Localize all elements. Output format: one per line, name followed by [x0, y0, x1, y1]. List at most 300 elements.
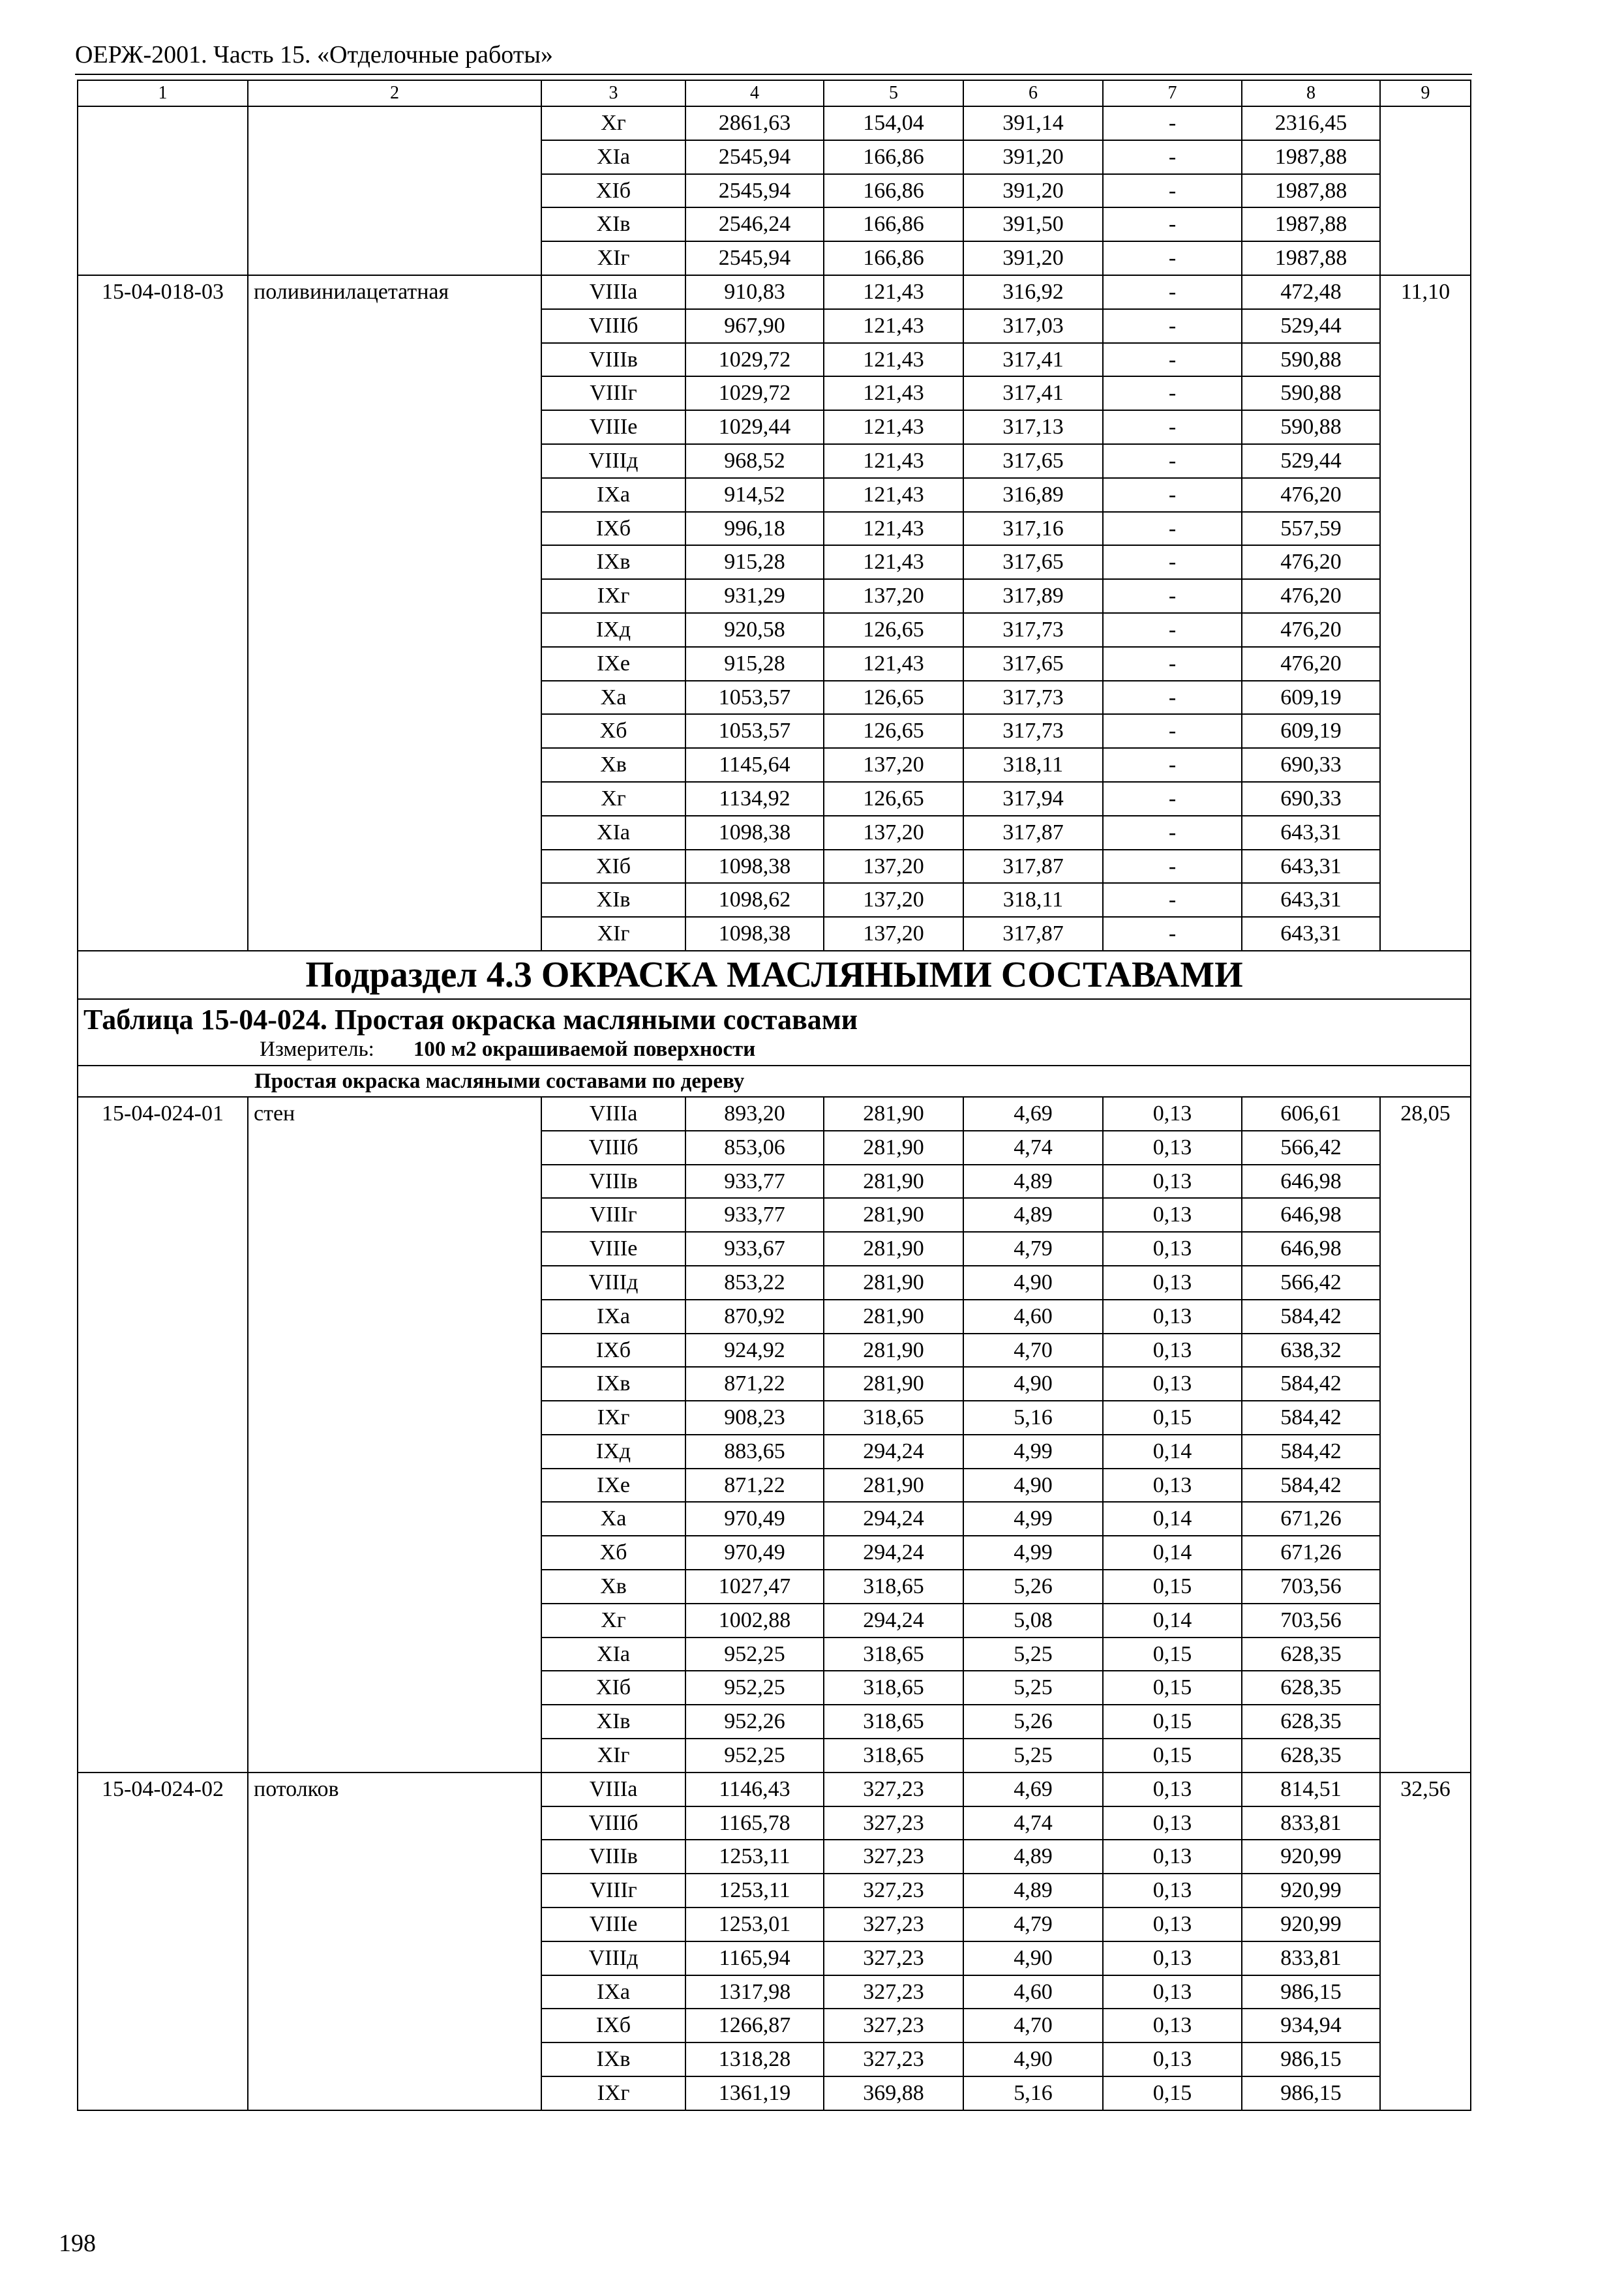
value-cell: 317,87 — [963, 917, 1103, 951]
group-header-row — [78, 1066, 1471, 1097]
item-name — [248, 2076, 541, 2110]
table-row — [78, 1334, 1471, 1368]
item-name — [248, 1705, 541, 1739]
item-code — [78, 2009, 248, 2042]
table-row — [78, 2009, 1471, 2042]
value-cell: 391,14 — [963, 106, 1103, 140]
value-cell: 920,99 — [1242, 1840, 1380, 1874]
value-cell: 986,15 — [1242, 1975, 1380, 2009]
value-cell: 5,25 — [963, 1739, 1103, 1773]
item-code — [78, 343, 248, 377]
extra-cost — [1380, 2042, 1471, 2076]
item-code — [78, 1165, 248, 1199]
value-cell: 1146,43 — [685, 1773, 824, 1806]
item-name — [248, 444, 541, 478]
item-name — [248, 647, 541, 681]
extra-cost — [1380, 579, 1471, 613]
value-cell: 4,70 — [963, 2009, 1103, 2042]
value-cell: 4,89 — [963, 1165, 1103, 1199]
value-cell: 317,65 — [963, 444, 1103, 478]
zone-cell: VIIIб — [541, 309, 685, 343]
extra-cost — [1380, 444, 1471, 478]
item-code: 15-04-024-01 — [78, 1097, 248, 1131]
table-row — [78, 1570, 1471, 1604]
table-row — [78, 1739, 1471, 1773]
value-cell: 0,13 — [1103, 1300, 1242, 1334]
item-code — [78, 1435, 248, 1469]
value-cell: - — [1103, 613, 1242, 647]
extra-cost — [1380, 748, 1471, 782]
item-code — [78, 1604, 248, 1638]
item-name — [248, 376, 541, 410]
extra-cost — [1380, 343, 1471, 377]
zone-cell: XIб — [541, 174, 685, 208]
extra-cost — [1380, 1705, 1471, 1739]
zone-cell: XIв — [541, 207, 685, 241]
value-cell: - — [1103, 816, 1242, 850]
value-cell: 853,22 — [685, 1266, 824, 1300]
value-cell: 967,90 — [685, 309, 824, 343]
table-row — [78, 1367, 1471, 1401]
table-row — [78, 309, 1471, 343]
zone-cell: IXб — [541, 512, 685, 546]
value-cell: 646,98 — [1242, 1165, 1380, 1199]
extra-cost — [1380, 545, 1471, 579]
zone-cell: Xг — [541, 1604, 685, 1638]
value-cell: 557,59 — [1242, 512, 1380, 546]
zone-cell: XIа — [541, 1638, 685, 1671]
extra-cost — [1380, 241, 1471, 275]
value-cell: 126,65 — [824, 613, 963, 647]
value-cell: 281,90 — [824, 1198, 963, 1232]
value-cell: - — [1103, 748, 1242, 782]
zone-cell: VIIIа — [541, 275, 685, 309]
zone-cell: XIв — [541, 883, 685, 917]
value-cell: 121,43 — [824, 444, 963, 478]
value-cell: 4,60 — [963, 1975, 1103, 2009]
value-cell: 671,26 — [1242, 1536, 1380, 1570]
table-row — [78, 1165, 1471, 1199]
value-cell: 126,65 — [824, 782, 963, 816]
value-cell: 643,31 — [1242, 850, 1380, 884]
extra-cost — [1380, 714, 1471, 748]
value-cell: 327,23 — [824, 1975, 963, 2009]
item-name — [248, 1671, 541, 1705]
table-row — [78, 883, 1471, 917]
item-code — [78, 545, 248, 579]
value-cell: 5,25 — [963, 1638, 1103, 1671]
value-cell: - — [1103, 140, 1242, 174]
table-row — [78, 579, 1471, 613]
value-cell: 294,24 — [824, 1502, 963, 1536]
extra-cost — [1380, 1806, 1471, 1840]
item-code — [78, 1941, 248, 1975]
value-cell: 318,65 — [824, 1570, 963, 1604]
value-cell: 126,65 — [824, 714, 963, 748]
value-cell: 2545,94 — [685, 140, 824, 174]
extra-cost — [1380, 1232, 1471, 1266]
extra-cost — [1380, 2009, 1471, 2042]
running-header: ОЕРЖ-2001. Часть 15. «Отделочные работы» — [75, 41, 553, 68]
value-cell: 1029,44 — [685, 410, 824, 444]
column-number: 8 — [1242, 80, 1380, 106]
value-cell: 4,89 — [963, 1874, 1103, 1908]
table-row — [78, 275, 1471, 309]
zone-cell: VIIIв — [541, 1165, 685, 1199]
extra-cost — [1380, 1941, 1471, 1975]
value-cell: 1987,88 — [1242, 207, 1380, 241]
zone-cell: XIг — [541, 1739, 685, 1773]
zone-cell: VIIIд — [541, 1941, 685, 1975]
item-name — [248, 1131, 541, 1165]
value-cell: 121,43 — [824, 309, 963, 343]
value-cell: 391,50 — [963, 207, 1103, 241]
extra-cost — [1380, 1198, 1471, 1232]
zone-cell: XIб — [541, 1671, 685, 1705]
value-cell: 317,89 — [963, 579, 1103, 613]
value-cell: 996,18 — [685, 512, 824, 546]
value-cell: 0,15 — [1103, 2076, 1242, 2110]
item-name — [248, 2042, 541, 2076]
value-cell: 0,15 — [1103, 1705, 1242, 1739]
value-cell: 609,19 — [1242, 681, 1380, 715]
item-code — [78, 748, 248, 782]
table-row — [78, 917, 1471, 951]
value-cell: 643,31 — [1242, 816, 1380, 850]
table-row — [78, 1908, 1471, 1941]
value-cell: 0,15 — [1103, 1570, 1242, 1604]
value-cell: 318,65 — [824, 1739, 963, 1773]
value-cell: 606,61 — [1242, 1097, 1380, 1131]
value-cell: 476,20 — [1242, 579, 1380, 613]
value-cell: 327,23 — [824, 1840, 963, 1874]
item-name — [248, 512, 541, 546]
table-row — [78, 1300, 1471, 1334]
value-cell: 121,43 — [824, 376, 963, 410]
item-code — [78, 2076, 248, 2110]
table-row — [78, 106, 1471, 140]
zone-cell: XIб — [541, 850, 685, 884]
value-cell: 908,23 — [685, 1401, 824, 1435]
table-row — [78, 2076, 1471, 2110]
value-cell: 952,25 — [685, 1739, 824, 1773]
item-name — [248, 1165, 541, 1199]
subsection-row — [78, 951, 1471, 999]
value-cell: 590,88 — [1242, 376, 1380, 410]
item-name — [248, 309, 541, 343]
value-cell: - — [1103, 478, 1242, 512]
value-cell: 281,90 — [824, 1469, 963, 1503]
item-code — [78, 1536, 248, 1570]
value-cell: 4,79 — [963, 1232, 1103, 1266]
item-code — [78, 241, 248, 275]
column-number: 4 — [685, 80, 824, 106]
item-code — [78, 883, 248, 917]
value-cell: 391,20 — [963, 241, 1103, 275]
value-cell: 0,13 — [1103, 1165, 1242, 1199]
value-cell: 2861,63 — [685, 106, 824, 140]
value-cell: 1253,01 — [685, 1908, 824, 1941]
column-number: 9 — [1380, 80, 1471, 106]
value-cell: 4,99 — [963, 1435, 1103, 1469]
value-cell: 281,90 — [824, 1097, 963, 1131]
item-name — [248, 883, 541, 917]
table-row — [78, 748, 1471, 782]
extra-cost — [1380, 1469, 1471, 1503]
value-cell: 327,23 — [824, 1773, 963, 1806]
item-name — [248, 714, 541, 748]
value-cell: 4,90 — [963, 1367, 1103, 1401]
value-cell: 529,44 — [1242, 444, 1380, 478]
value-cell: 0,13 — [1103, 1975, 1242, 2009]
extra-cost — [1380, 478, 1471, 512]
column-number: 7 — [1103, 80, 1242, 106]
value-cell: 4,99 — [963, 1536, 1103, 1570]
value-cell: 1987,88 — [1242, 174, 1380, 208]
value-cell: 166,86 — [824, 140, 963, 174]
value-cell: 5,25 — [963, 1671, 1103, 1705]
value-cell: 915,28 — [685, 647, 824, 681]
extra-cost — [1380, 1638, 1471, 1671]
value-cell: 584,42 — [1242, 1435, 1380, 1469]
value-cell: 833,81 — [1242, 1941, 1380, 1975]
item-name — [248, 748, 541, 782]
item-name — [248, 1975, 541, 2009]
value-cell: - — [1103, 850, 1242, 884]
item-name — [248, 1570, 541, 1604]
extra-cost — [1380, 681, 1471, 715]
column-number: 2 — [248, 80, 541, 106]
item-code — [78, 1840, 248, 1874]
value-cell: 318,11 — [963, 883, 1103, 917]
value-cell: 317,87 — [963, 816, 1103, 850]
value-cell: 476,20 — [1242, 478, 1380, 512]
value-cell: 986,15 — [1242, 2076, 1380, 2110]
value-cell: 317,03 — [963, 309, 1103, 343]
table-row — [78, 1131, 1471, 1165]
value-cell: 4,89 — [963, 1840, 1103, 1874]
value-cell: 1098,38 — [685, 816, 824, 850]
table-row — [78, 1840, 1471, 1874]
item-code — [78, 140, 248, 174]
value-cell: 566,42 — [1242, 1131, 1380, 1165]
item-name — [248, 613, 541, 647]
table-row — [78, 1705, 1471, 1739]
item-name — [248, 1469, 541, 1503]
value-cell: 166,86 — [824, 174, 963, 208]
item-name: поливинилацетатная — [248, 275, 541, 309]
value-cell: 1098,62 — [685, 883, 824, 917]
item-name — [248, 1401, 541, 1435]
value-cell: 1266,87 — [685, 2009, 824, 2042]
zone-cell: VIIIб — [541, 1806, 685, 1840]
item-code — [78, 1334, 248, 1368]
value-cell: 317,65 — [963, 545, 1103, 579]
value-cell: 1987,88 — [1242, 140, 1380, 174]
item-name — [248, 1334, 541, 1368]
table-row — [78, 343, 1471, 377]
value-cell: 327,23 — [824, 1806, 963, 1840]
value-cell: 933,77 — [685, 1165, 824, 1199]
value-cell: 1029,72 — [685, 343, 824, 377]
item-name — [248, 1266, 541, 1300]
value-cell: 317,73 — [963, 613, 1103, 647]
zone-cell: IXа — [541, 478, 685, 512]
value-cell: - — [1103, 174, 1242, 208]
item-code — [78, 1638, 248, 1671]
value-cell: 1987,88 — [1242, 241, 1380, 275]
value-cell: 476,20 — [1242, 545, 1380, 579]
item-code — [78, 714, 248, 748]
value-cell: 316,92 — [963, 275, 1103, 309]
item-name — [248, 1874, 541, 1908]
value-cell: 318,65 — [824, 1638, 963, 1671]
zone-cell: IXе — [541, 647, 685, 681]
value-cell: 0,14 — [1103, 1604, 1242, 1638]
extra-cost — [1380, 1300, 1471, 1334]
value-cell: 4,89 — [963, 1198, 1103, 1232]
value-cell: 968,52 — [685, 444, 824, 478]
value-cell: 0,13 — [1103, 1198, 1242, 1232]
zone-cell: IXе — [541, 1469, 685, 1503]
extra-cost — [1380, 106, 1471, 140]
zone-cell: VIIIг — [541, 376, 685, 410]
header-rule — [75, 74, 1472, 75]
zone-cell: IXг — [541, 579, 685, 613]
zone-cell: IXд — [541, 613, 685, 647]
value-cell: 2545,94 — [685, 241, 824, 275]
item-name — [248, 1367, 541, 1401]
item-code — [78, 1266, 248, 1300]
extra-cost: 32,56 — [1380, 1773, 1471, 1806]
table-row — [78, 1536, 1471, 1570]
table-row — [78, 1232, 1471, 1266]
item-code — [78, 1401, 248, 1435]
value-cell: 1165,78 — [685, 1806, 824, 1840]
zone-cell: Xв — [541, 1570, 685, 1604]
value-cell: 317,16 — [963, 512, 1103, 546]
value-cell: 137,20 — [824, 917, 963, 951]
value-cell: - — [1103, 106, 1242, 140]
value-cell: 2316,45 — [1242, 106, 1380, 140]
zone-cell: IXв — [541, 2042, 685, 2076]
value-cell: 952,25 — [685, 1638, 824, 1671]
zone-cell: Xг — [541, 782, 685, 816]
extra-cost — [1380, 1840, 1471, 1874]
item-name — [248, 174, 541, 208]
item-code — [78, 478, 248, 512]
extra-cost — [1380, 1604, 1471, 1638]
extra-cost — [1380, 410, 1471, 444]
value-cell: 4,90 — [963, 2042, 1103, 2076]
item-code — [78, 174, 248, 208]
value-cell: 126,65 — [824, 681, 963, 715]
table-row — [78, 1097, 1471, 1131]
value-cell: 952,25 — [685, 1671, 824, 1705]
zone-cell: VIIIв — [541, 1840, 685, 1874]
value-cell: 472,48 — [1242, 275, 1380, 309]
table-row — [78, 613, 1471, 647]
value-cell: - — [1103, 681, 1242, 715]
value-cell: 853,06 — [685, 1131, 824, 1165]
value-cell: 0,13 — [1103, 1469, 1242, 1503]
zone-cell: VIIIе — [541, 410, 685, 444]
item-code — [78, 850, 248, 884]
value-cell: 0,13 — [1103, 1840, 1242, 1874]
value-cell: 0,15 — [1103, 1638, 1242, 1671]
table-row — [78, 850, 1471, 884]
value-cell: 871,22 — [685, 1367, 824, 1401]
value-cell: 317,41 — [963, 343, 1103, 377]
item-name — [248, 343, 541, 377]
value-cell: 318,11 — [963, 748, 1103, 782]
value-cell: 0,15 — [1103, 1739, 1242, 1773]
extra-cost: 28,05 — [1380, 1097, 1471, 1131]
value-cell: 703,56 — [1242, 1604, 1380, 1638]
extra-cost — [1380, 140, 1471, 174]
extra-cost — [1380, 1570, 1471, 1604]
value-cell: 933,67 — [685, 1232, 824, 1266]
value-cell: 318,65 — [824, 1671, 963, 1705]
value-cell: 4,69 — [963, 1097, 1103, 1131]
value-cell: 154,04 — [824, 106, 963, 140]
value-cell: 1027,47 — [685, 1570, 824, 1604]
value-cell: 584,42 — [1242, 1469, 1380, 1503]
value-cell: 0,13 — [1103, 2009, 1242, 2042]
table-row — [78, 714, 1471, 748]
value-cell: 137,20 — [824, 579, 963, 613]
value-cell: 643,31 — [1242, 917, 1380, 951]
value-cell: 910,83 — [685, 275, 824, 309]
extra-cost — [1380, 1165, 1471, 1199]
item-name — [248, 681, 541, 715]
value-cell: 476,20 — [1242, 647, 1380, 681]
extra-cost — [1380, 850, 1471, 884]
item-code — [78, 1300, 248, 1334]
value-cell: 4,99 — [963, 1502, 1103, 1536]
extra-cost — [1380, 207, 1471, 241]
measure-value: 100 м2 окрашиваемой поверхности — [413, 1037, 756, 1061]
item-code — [78, 1469, 248, 1503]
table-row — [78, 1874, 1471, 1908]
value-cell: 671,26 — [1242, 1502, 1380, 1536]
value-cell: 281,90 — [824, 1131, 963, 1165]
item-code — [78, 207, 248, 241]
value-cell: 294,24 — [824, 1536, 963, 1570]
table-row — [78, 376, 1471, 410]
item-code — [78, 1367, 248, 1401]
value-cell: 316,89 — [963, 478, 1103, 512]
value-cell: 121,43 — [824, 512, 963, 546]
item-name — [248, 1840, 541, 1874]
value-cell: 5,08 — [963, 1604, 1103, 1638]
item-name — [248, 1536, 541, 1570]
value-cell: - — [1103, 309, 1242, 343]
zone-cell: VIIIб — [541, 1131, 685, 1165]
value-cell: 529,44 — [1242, 309, 1380, 343]
item-code — [78, 1908, 248, 1941]
item-code — [78, 2042, 248, 2076]
value-cell: - — [1103, 545, 1242, 579]
zone-cell: VIIIа — [541, 1773, 685, 1806]
value-cell: 327,23 — [824, 2042, 963, 2076]
value-cell: 4,60 — [963, 1300, 1103, 1334]
table-row — [78, 1198, 1471, 1232]
subsection-title: Подраздел 4.3 ОКРАСКА МАСЛЯНЫМИ СОСТАВАМИ — [78, 951, 1471, 999]
zone-cell: VIIIв — [541, 343, 685, 377]
value-cell: 628,35 — [1242, 1671, 1380, 1705]
zone-cell: Xб — [541, 714, 685, 748]
